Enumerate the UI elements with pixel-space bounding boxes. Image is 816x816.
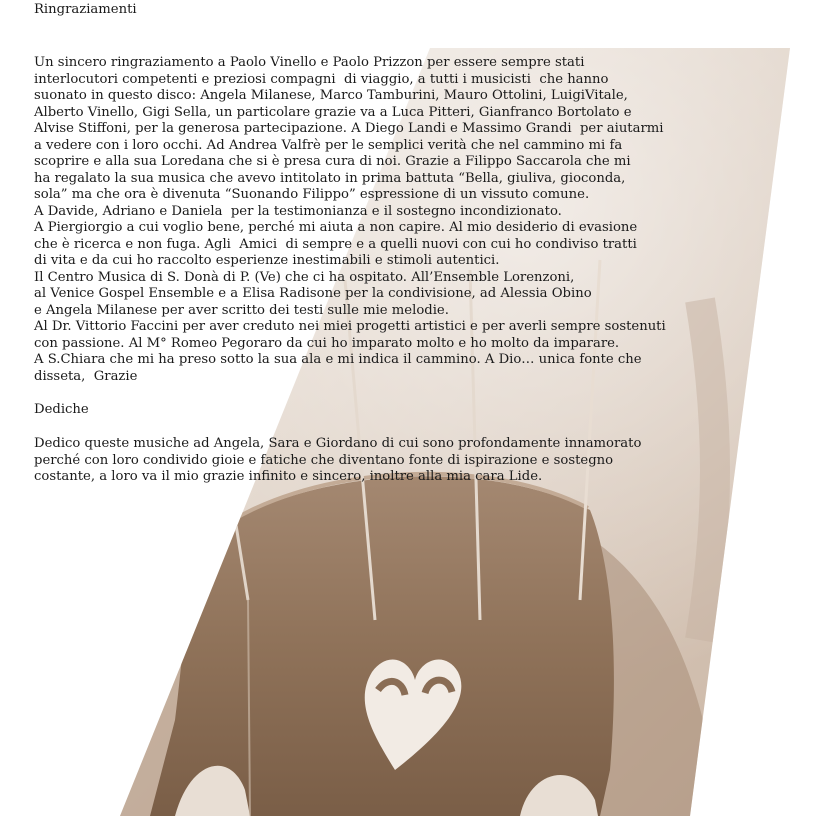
- text-line: suonato in questo disco: Angela Milanese, Marco Tamburini, Mauro Ottolini, LuigiVitale,: [34, 88, 628, 103]
- acknowledgements-heading: Ringraziamenti: [34, 2, 137, 17]
- text-line: scoprire e alla sua Loredana che si è presa cura di noi. Grazie a Filippo Saccarola che mi: [34, 154, 631, 169]
- dedications-text: [34, 436, 641, 486]
- acknowledgements-text: [34, 55, 666, 385]
- text-line: perché con loro condivido gioie e fatiche che diventano fonte di ispirazione e sostegno: [34, 452, 614, 468]
- text-line: che è ricerca e non fuga. Agli Amici di sempre e a quelli nuovi con cui ho condiviso tratti: [34, 236, 637, 252]
- text-line: A S.Chiara che mi ha preso sotto la sua ala e mi indica il cammino. A Dio… unica fonte che: [34, 352, 642, 367]
- text-line: a vedere con i loro occhi. Ad Andrea Valfrè per le semplici verità che nel cammino mi fa: [34, 137, 623, 153]
- text-line: e Angela Milanese per aver scritto dei testi sulle mie melodie.: [34, 302, 449, 318]
- text-line: Alvise Stiffoni, per la generosa partecipazione. A Diego Landi e Massimo Grandi per aiutarmi: [34, 121, 664, 136]
- text-line: A Davide, Adriano e Daniela per la testimonianza e il sostegno incondizionato.: [34, 203, 562, 219]
- text-line: costante, a loro va il mio grazie infinito e sincero, inoltre alla mia cara Lide.: [34, 469, 543, 484]
- text-line: sola” ma che ora è divenuta “Suonando Filippo” espressione di un vissuto comune.: [34, 187, 590, 202]
- text-line: Dedico queste musiche ad Angela, Sara e Giordano di cui sono profondamente innamorato: [34, 436, 642, 451]
- text-line: Alberto Vinello, Gigi Sella, un particolare grazie va a Luca Pitteri, Gianfranco Bortolato e: [34, 104, 632, 120]
- text-line: interlocutori competenti e preziosi compagni di viaggio, a tutti i musicisti che hanno: [34, 71, 609, 87]
- text-line: di vita e da cui ho raccolto esperienze inestimabili e stimoli autentici.: [34, 253, 500, 268]
- text-line: Al Dr. Vittorio Faccini per aver creduto nei miei progetti artistici e per averli sempre sostenuti: [34, 319, 666, 334]
- text-line: Un sincero ringraziamento a Paolo Vinello e Paolo Prizzon per essere sempre stati: [34, 55, 585, 70]
- text-line: disseta, Grazie: [34, 368, 138, 384]
- text-line: A Piergiorgio a cui voglio bene, perché mi aiuta a non capire. Al mio desiderio di evasione: [34, 220, 638, 235]
- text-line: ha regalato la sua musica che avevo intitolato in prima battuta “Bella, giuliva, gioconda,: [34, 170, 626, 186]
- text-line: al Venice Gospel Ensemble e a Elisa Radisone per la condivisione, ad Alessia Obino: [34, 286, 592, 301]
- text-line: Il Centro Musica di S. Donà di P. (Ve) che ci ha ospitato. All’Ensemble Lorenzoni,: [34, 269, 575, 285]
- text-line: con passione. Al M° Romeo Pegoraro da cui ho imparato molto e ho molto da imparare.: [34, 335, 620, 351]
- dedications-heading: Dediche: [34, 402, 89, 417]
- bridge-shape: [150, 476, 614, 816]
